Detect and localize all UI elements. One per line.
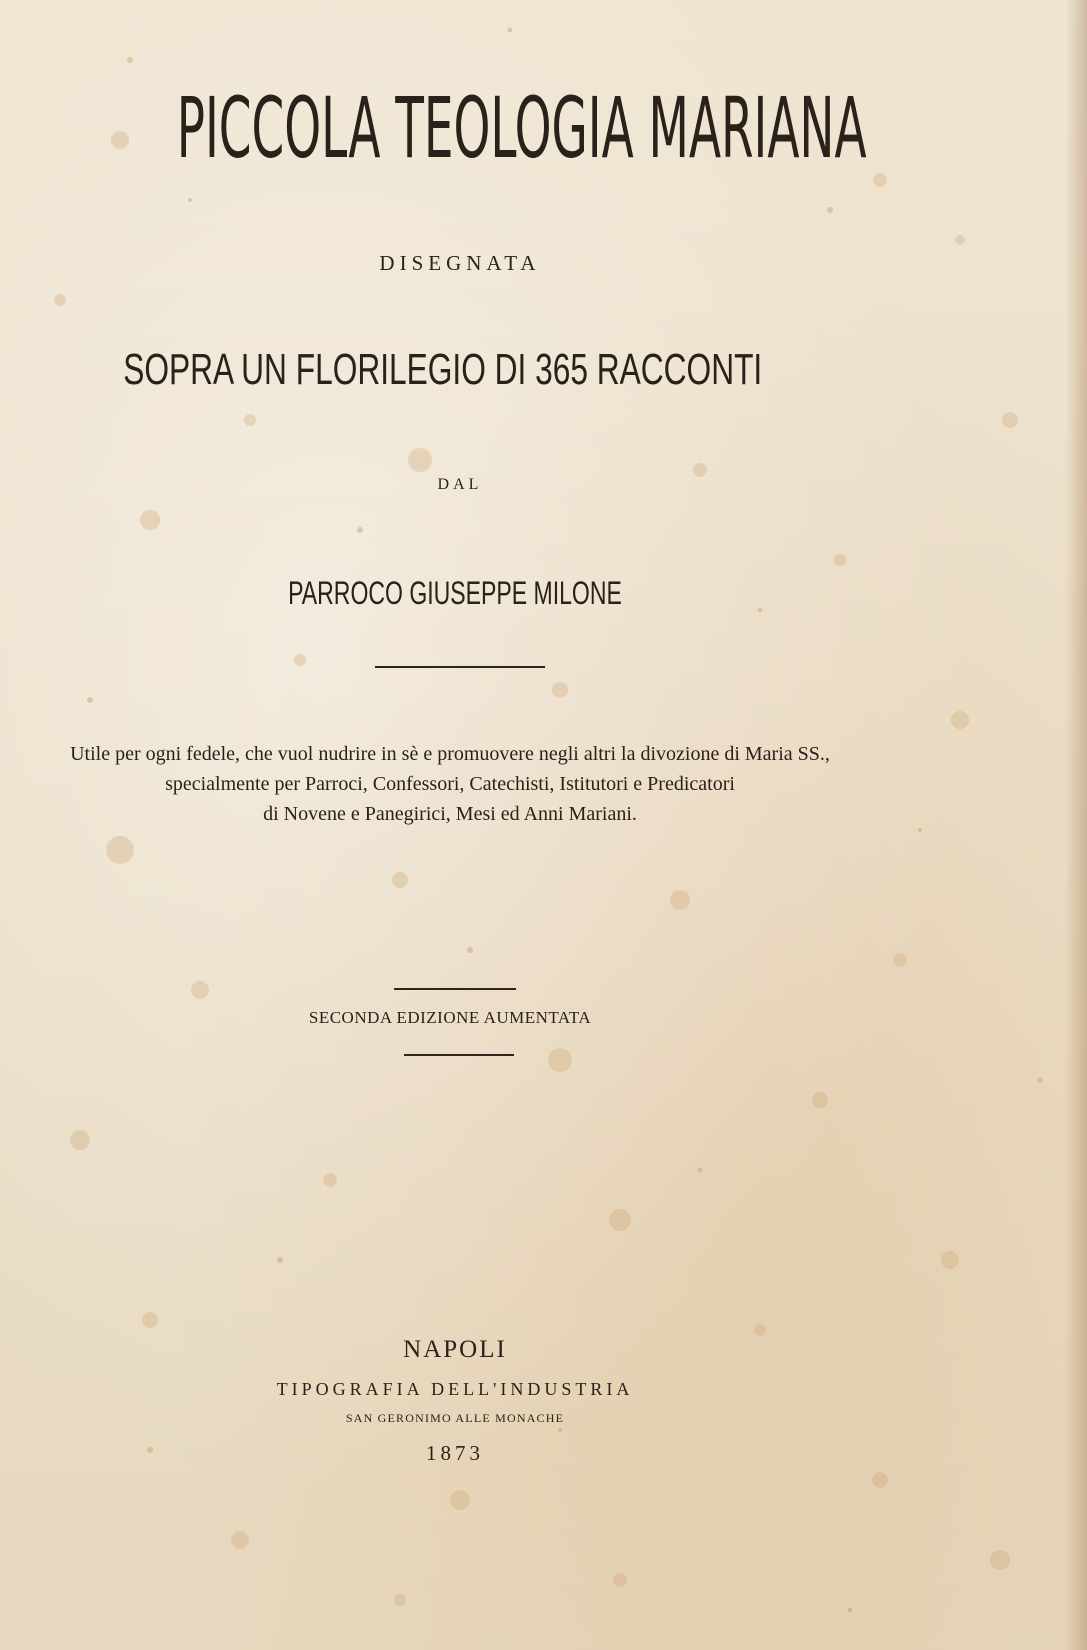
divider-rule xyxy=(394,988,516,990)
divider-rule xyxy=(375,666,545,668)
by-line: DAL xyxy=(437,476,483,493)
edition-note: SECONDA EDIZIONE AUMENTATA xyxy=(308,1008,592,1027)
page-edge-shadow xyxy=(1065,0,1087,1650)
description-line: Utile per ogni fedele, che vuol nudrire in sè e promuovere negli altri la divozione di Maria SS., xyxy=(70,743,830,765)
book-subtitle: SOPRA UN FLORILEGIO DI 365 RACCONTI xyxy=(123,345,763,394)
imprint-street: SAN GERONIMO ALLE MONACHE xyxy=(345,1411,565,1425)
imprint-year: 1873 xyxy=(426,1441,484,1465)
description-line: di Novene e Panegirici, Mesi ed Anni Mariani. xyxy=(263,803,637,825)
divider-rule xyxy=(404,1054,514,1056)
imprint-city: NAPOLI xyxy=(403,1336,507,1363)
imprint-press: TIPOGRAFIA DELL'INDUSTRIA xyxy=(276,1379,634,1399)
description-line: specialmente per Parroci, Confessori, Catechisti, Istitutori e Predicatori xyxy=(165,773,735,795)
subtitle-intro: DISEGNATA xyxy=(379,251,541,275)
book-title: PICCOLA TEOLOGIA MARIANA xyxy=(176,79,867,177)
author-name: PARROCO GIUSEPPE MILONE xyxy=(288,575,622,611)
